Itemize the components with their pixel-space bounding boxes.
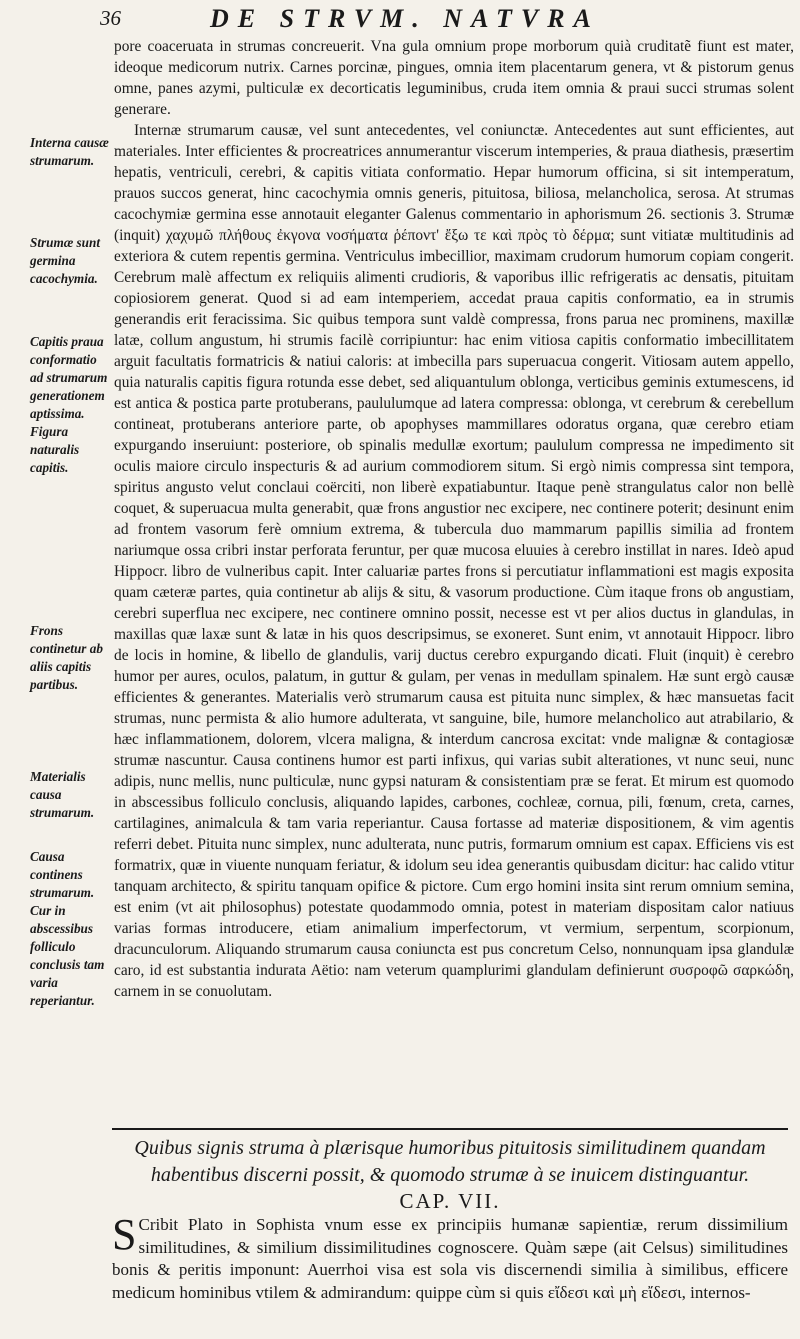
main-paragraph-2: Internæ strumarum causæ, vel sunt antecedentes, vel coniunctæ. Antecedentes aut sunt efficientes, aut materiales. Inter efficientes & procreatrices annumerantur viscerum intemperies, & praua diathesis, præsertim hepatis, ventriculi, cerebri, & capitis vitiata conformatio. Hepar humorum officina, si sit intemperatum, prauos succos generat, hinc cacochymia omnis generis, pituitosa, biliosa, melancholica, serosa. At strumas cacochymiæ germina esse annotauit eleganter Galenus commentario in aphorismum 26. sectionis 3. Strumæ (inquit) χαχυμῶ πλήθους ἐκγονα νοσήματα ῥέποντ' ἔξω τε καὶ πρὸς τὸ δέρμα; sunt vitiatæ multitudinis ad exteriora & cutem repentis germina. Ventriculus imbecillior, maximam crudorum humorum copiam congerit. Cerebrum malè affectum ex reliquiis alimenti crudioris, & vaporibus illic refrigeratis ac densatis, pituitam copiosiorem generat. Quod si ad eam intemperiem, accedat praua capitis conformatio, ea in strumis generandis erit feracissima. Sic quibus tempora sunt valdè compressa, frons parua nec prominens, maxillæ latæ, collum angustum, hi strumis facilè corripiuntur: hac enim vitiosa capitis conformatio imbecillitatem arguit facultatis formatricis & natiui caloris: at imbecilla pars superuacua congerit. Vitiosam autem appello, quia naturalis capitis figura rotunda esse debet, sed aliquantulum oblonga, verticibus geminis extumescens, id est antica & postica parte protuberans, paululumque ad latera compressa: oblonga, vt cerebrum & cerebellum contineat, protuberans anteriore parte, ob apophyses mammillares odoratus organa, quæ cerebro etiam expurgando inseruiunt: posteriore, ob spinalis medullæ exortum; paululum compressa ne impedimento sit oculis maiore circulo inspecturis & ad aurium commodiorem situm. Si ergò nimis compressa sint tempora, spiritus angusto velut conclaui coërciti, non liberè expatiabuntur. Itaque penè strangulatus calor non bellè coquet, & superuacua multa generabit, quæ frons angustior nec excipere, nec continere poterit; desinunt enim ad frontem vasorum ferè omnium extrema, & tubercula duo mammarum papillis similia ad frontem nariumque ossa cribri instar perforata feruntur, per quæ mucosa eluuies à cerebro instillat in nares. Ideò apud Hippocr. libro de vulneribus capit. Inter caluariæ partes frons si percutiatur inflammationi est magis exposita quam cæteræ partes, quia continetur ab alijs & situ, & vasorum productione. Cùm itaque frons ob angustiam, cerebri superflua nec excipere, nec continere omnino possit, necesse est vt per alios ductus in glandulas, in maxillas quæ laxæ sunt & latæ in his quos descripsimus, se exoneret. Sunt enim, vt annotauit Hippocr. libro de locis in homine, & libello de glandulis, varij ductus cerebro expurgando dicati. Fluit (inquit) è cerebro humor per aures, oculos, palatum, in guttur & gulam, per venas in medullam spinalem. Hæ sunt ergò causæ efficientes & generantes. Materialis verò strumarum causa est pituita nunc simplex, & hæc mansuetas facit strumas, nunc permista & alio humore adulterata, vt sanguine, bile, humore melancholico aut atrabilario, & hæc inflammationem, dolorem, vlcera maligna, & interdum cancrosa excitat: vnde malignæ & contagiosæ strumæ nascuntur. Causa continens humor est parti infixus, qui varias subit alterationes, vt nunc seui, nunc adipis, nunc mellis, nunc pulticulæ, nunc gypsi naturam & consistentiam præ se ferat. Et mirum est quomodo in abscessibus folliculo conclusis, aliquando lapides, carbones, cochleæ, cornua, pili, fœnum, creta, carnes, cartilagines, animalcula & tam varia reperiantur. Causa fortasse ad materiæ dispositionem, & vim agentis referri debet. Pituita nunc simplex, nunc adulterata, nunc putris, formarum omnium est capax. Efficiens vis est formatrix, quæ in viuente nunquam feriatur, & idolum seu idea generantis quibusdam dicitur: hac calido vtitur tanquam architecto, & spiritu tanquam opifice & pictore. Cum ergo homini insita sint rerum omnium semina, est enim (vt ait philosophus) potestate quodammodo omnia, potest in materiam dispositam calor natiuus varias formas introducere, etiam animalium imperfectorum, vt vermium, serpentum, scorpionum, dracunculorum. Aliquando strumarum causa coniuncta est pus concretum Celso, nonnunquam ipsa glandulæ caro, id est substantia indurata Aëtio: nam veterum quamplurimi glandulam definierunt συσροφῶ σαρκώδη, carnem in se conuolutam. [114,122,794,1000]
page-number: 36 [100,6,121,30]
marginal-note-containing-cause: Causa continens strumarum. Cur in abscessibus folliculo conclusis tam varia reperiantur. [30,849,105,1008]
running-head: DE STRVM. NATVRA [210,4,600,33]
chapter-opening-paragraph [112,1210,788,1304]
drop-cap-letter: S [112,1210,137,1259]
chapter-title: Quibus signis struma à plærisque humoribus pituitosis similitudinem quandam habentibus discerni possit, & quomodo strumæ à se inuicem distinguantur. [134,1137,766,1186]
marginal-note-head-conformation: Capitis praua conformatio ad strumarum generationem aptissima. Figura naturalis capitis. [30,334,108,475]
main-text-block [114,36,794,1002]
main-paragraph-1: pore coaceruata in strumas concreuerit. Vna gula omnium prope morborum quià cruditatẽ fiunt est mater, ideoque medicorum nutrix. Carnes porcinæ, pingues, omnia item placentarum genera, vt & pistorum genus omne, panes azymi, pulticulæ ex decorticatis leguminibus, cruda item omnia & praui succi strumas solent generare. [114,38,794,118]
chapter-number: CAP. VII. [399,1189,501,1213]
chapter-divider-rule [112,1128,788,1130]
marginal-note-cacochymia: Strumæ sunt germina cacochymia. [30,235,101,286]
marginal-note-material-cause: Materialis causa strumarum. [30,769,95,820]
page-header [100,6,790,36]
chapter-opening-text: Cribit Plato in Sophista vnum esse ex principiis humanæ sapientiæ, rerum dissimilium similitudines, & similium dissimilitudines cognoscere. Quàm sæpe (ait Celsus) similitudines bonis & peritis imponunt: Auerrhoi visa est sola vis discernendi similia à similibus, efficere medicum hominibus vtilem & admirandum: quippe cùm si quis εἴδεσι καὶ μὴ εἴδεσι, internos- [112,1215,788,1302]
marginal-note-forehead: Frons continetur ab aliis capitis partibus. [30,623,103,692]
marginal-note-internal-causes: Interna causæ strumarum. [30,135,109,168]
